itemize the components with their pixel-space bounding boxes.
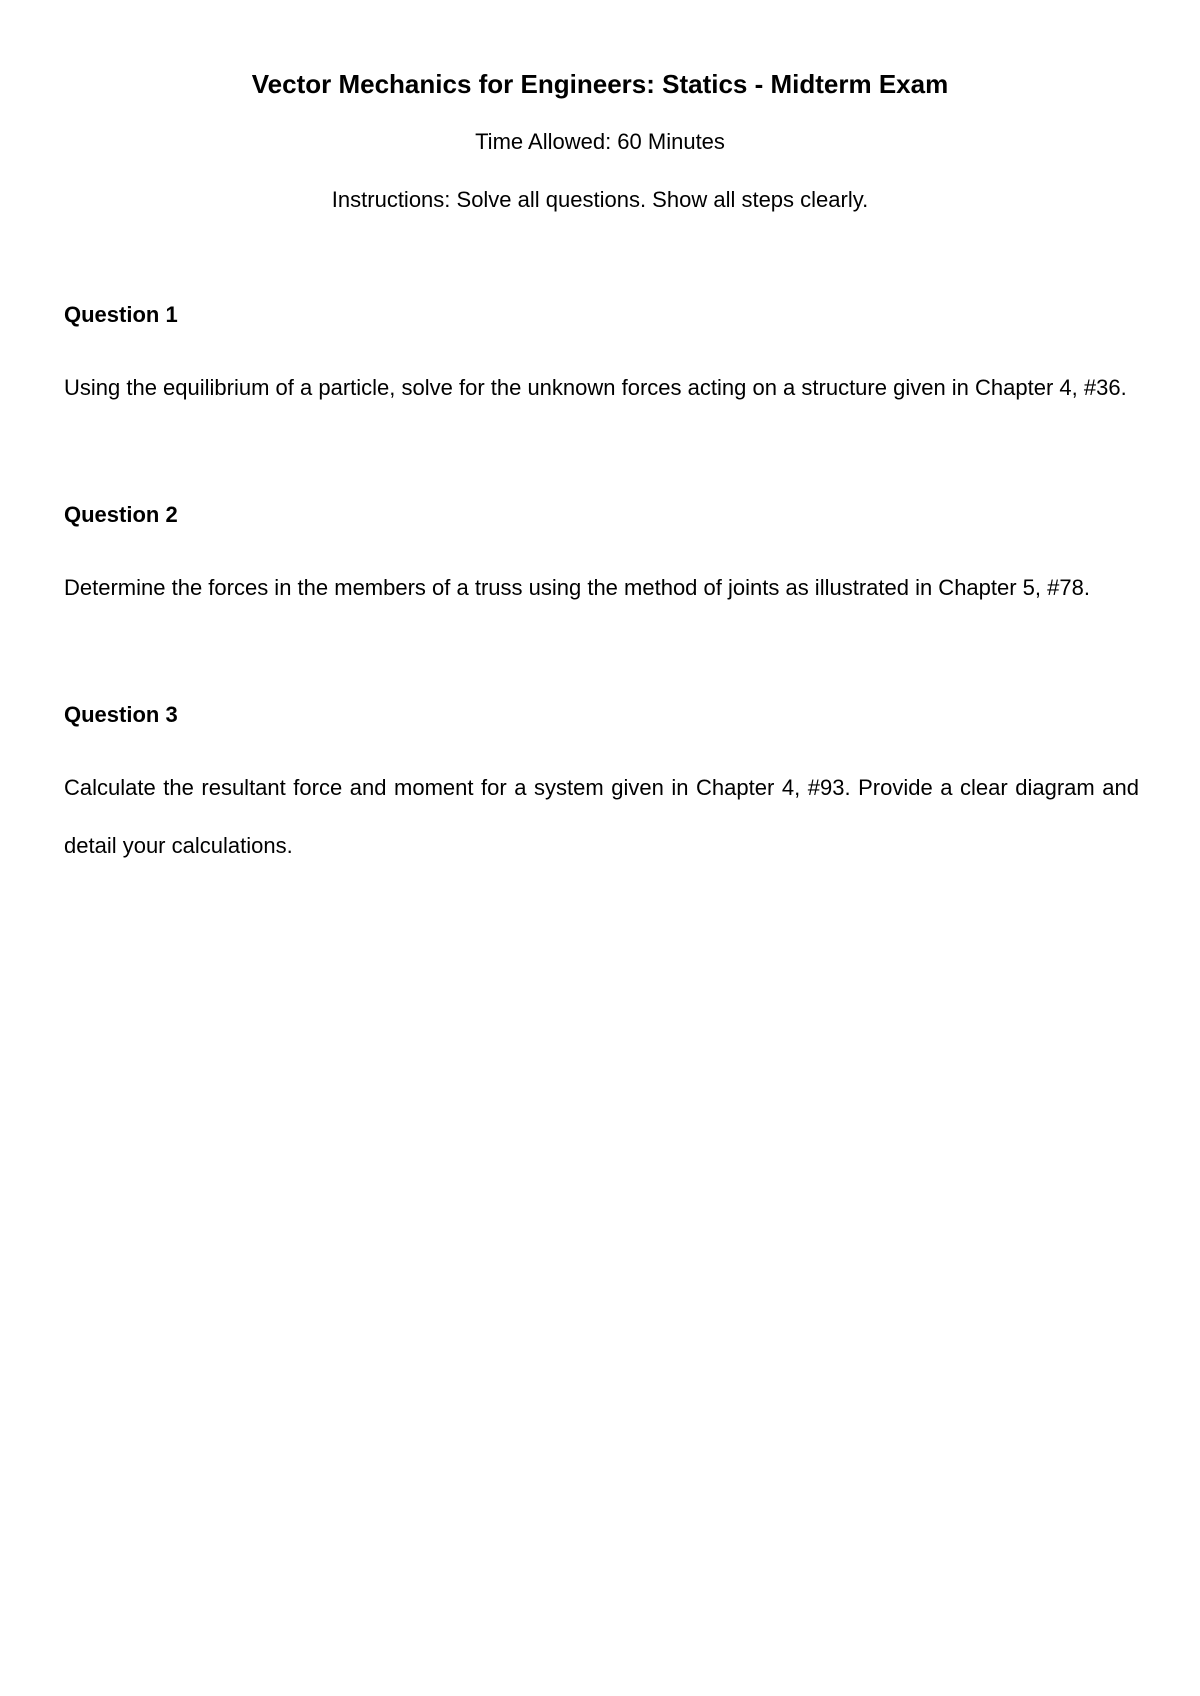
question-heading: Question 2 bbox=[64, 502, 178, 527]
exam-title: Vector Mechanics for Engineers: Statics - Midterm Exam bbox=[251, 69, 949, 99]
question-2 bbox=[64, 501, 1139, 617]
exam-instructions: Instructions: Solve all questions. Show all steps clearly. bbox=[331, 187, 869, 212]
question-3 bbox=[64, 701, 1139, 875]
time-allowed: Time Allowed: 60 Minutes bbox=[475, 129, 725, 154]
question-1 bbox=[64, 301, 1139, 417]
question-text: Using the equilibrium of a particle, solve for the unknown forces acting on a structure given in Chapter 4, #36. bbox=[64, 375, 1127, 400]
question-text: Determine the forces in the members of a truss using the method of joints as illustrated in Chapter 5, #78. bbox=[64, 575, 1090, 600]
question-text: Calculate the resultant force and moment for a system given in Chapter 4, #93. Provide a clear diagram and detail your calculations. bbox=[64, 775, 1139, 858]
question-heading: Question 3 bbox=[64, 702, 178, 727]
question-heading: Question 1 bbox=[64, 302, 178, 327]
